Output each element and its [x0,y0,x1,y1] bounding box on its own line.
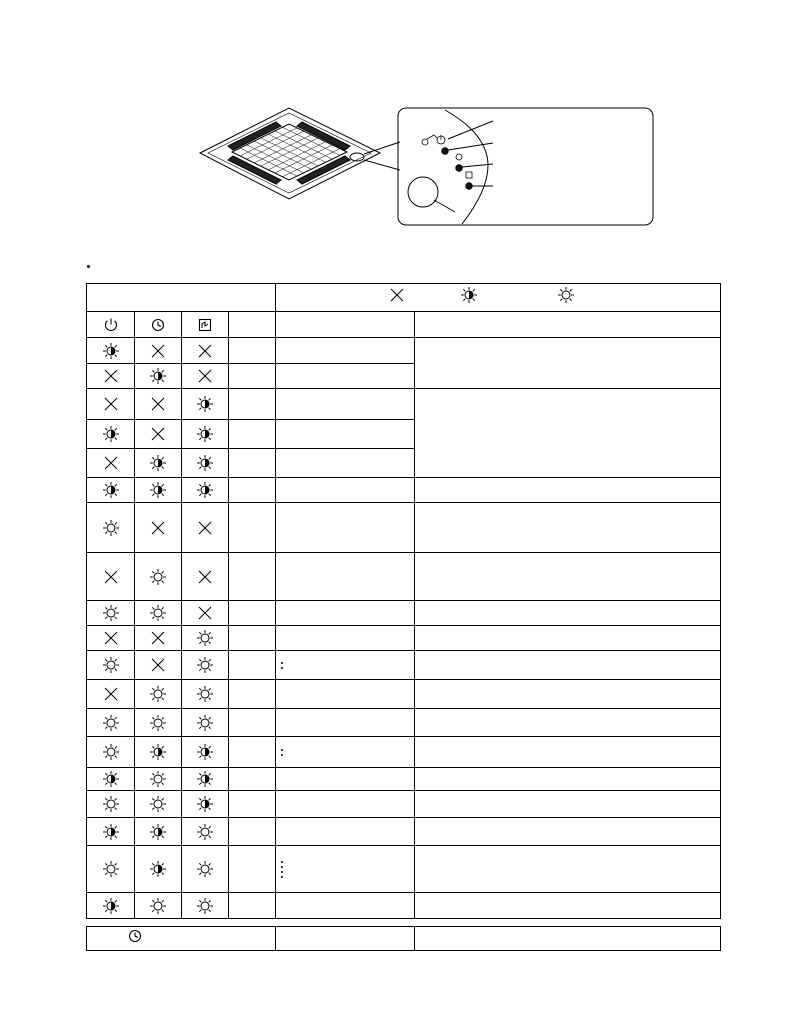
indicator-cell [182,818,229,846]
flashing-icon [101,769,121,789]
table-row [87,651,721,680]
blank-cell [229,818,276,846]
remedy-cell [415,768,721,791]
blank-cell [229,768,276,791]
indicator-panel-callout [398,108,653,225]
on-icon [195,713,215,733]
blank-cell [229,553,276,601]
off-icon [148,341,168,361]
on-icon [101,655,121,675]
description-cell [276,651,415,680]
on-icon [101,518,121,538]
indicator-cell [135,478,182,503]
on-icon [101,859,121,879]
indicator-cell [182,338,229,364]
table-row [87,737,721,768]
power-icon [102,316,120,334]
off-icon [195,518,215,538]
description-cell [276,420,415,449]
indicator-cell [182,601,229,626]
indicator-cell [135,791,182,818]
table-row [87,818,721,846]
remedy-cell [415,503,721,553]
flashing-icon [101,822,121,842]
bullet-dot [281,876,283,878]
bullet-dot [281,861,283,863]
indicator-cell [182,420,229,449]
flashing-icon [101,424,121,444]
blank-cell [229,893,276,919]
description-cell [276,791,415,818]
table-row [87,503,721,553]
bullet-dot [281,754,283,756]
off-icon [101,567,121,587]
table-row [87,846,721,893]
indicator-cell [87,818,135,846]
indicator-cell [87,626,135,651]
indicator-cell [182,626,229,651]
description-cell [276,680,415,709]
blank-cell [229,601,276,626]
blank-cell [229,709,276,737]
blank-cell [229,651,276,680]
table-row [87,791,721,818]
description-cell [276,338,415,364]
description-cell [276,737,415,768]
indicator-cell [182,503,229,553]
on-icon [101,603,121,623]
indicator-cell [182,651,229,680]
indicator-cell [182,846,229,893]
indicator-cell [87,553,135,601]
off-icon [148,424,168,444]
remedy-cell [415,791,721,818]
indicator-cell [87,503,135,553]
flashing-icon [148,453,168,473]
footer-blank-cell [276,927,415,951]
indicator-cell [87,601,135,626]
indicator-cell [87,768,135,791]
description-cell [276,478,415,503]
header-timer-cell [135,312,182,338]
table-row [87,338,721,364]
bullet-dot [281,871,283,873]
on-icon [195,628,215,648]
indicator-cell [182,364,229,389]
on-icon [195,684,215,704]
flashing-icon [195,424,215,444]
flashing-icon [101,896,121,916]
remedy-cell [415,553,721,601]
unit-illustration [0,0,801,260]
indicator-cell [135,680,182,709]
indicator-cell [135,737,182,768]
on-icon [195,859,215,879]
indicator-cell [87,478,135,503]
blank-cell [229,791,276,818]
description-cell [276,768,415,791]
indicator-cell [182,553,229,601]
legend-cell [276,284,721,312]
indicator-cell [135,503,182,553]
legend-row [87,284,721,312]
off-icon [391,289,403,301]
indicator-cell [87,364,135,389]
on-icon [101,742,121,762]
indicator-cell [87,389,135,420]
on-icon [148,684,168,704]
off-icon [148,655,168,675]
blank-cell [229,389,276,420]
header-blank-cell [229,312,276,338]
icon-header-row [87,312,721,338]
indicator-cell [135,338,182,364]
remedy-cell [415,846,721,893]
indicator-cell [135,626,182,651]
indicator-cell [135,893,182,919]
legend-icons [278,284,718,306]
flashing-icon [195,794,215,814]
indicator-cell [182,680,229,709]
flashing-icon [195,769,215,789]
table-row [87,709,721,737]
table-row [87,626,721,651]
flashing-icon [195,453,215,473]
blank-cell [229,338,276,364]
blank-cell [229,680,276,709]
indicator-cell [182,737,229,768]
description-cell [276,503,415,553]
off-icon [148,518,168,538]
indicator-cell [87,651,135,680]
header-filter-cell [182,312,229,338]
filter-icon [196,316,214,334]
on-icon [195,822,215,842]
remedy-cell [415,737,721,768]
off-icon [195,341,215,361]
remedy-cell [415,478,721,503]
description-cell [276,626,415,651]
indicator-cell [87,709,135,737]
indicator-cell [135,709,182,737]
header-blank-cell [415,312,721,338]
off-icon [195,567,215,587]
blank-cell [229,364,276,389]
table-row [87,389,721,420]
blank-cell [229,737,276,768]
table-row [87,680,721,709]
indicator-cell [182,768,229,791]
description-cell [276,846,415,893]
header-blank-cell [276,312,415,338]
flashing-icon [195,480,215,500]
flashing-icon [461,287,477,303]
off-icon [148,628,168,648]
indicator-cell [135,651,182,680]
on-icon [148,794,168,814]
description-cell [276,709,415,737]
footer-timer-cell [87,927,276,951]
bullet-dot [281,662,283,664]
footer-table [86,926,721,951]
off-icon [101,684,121,704]
indicator-cell [135,553,182,601]
on-icon [558,287,574,303]
indicator-cell [87,846,135,893]
on-icon [148,896,168,916]
indicator-cell [135,389,182,420]
on-icon [195,896,215,916]
on-icon [148,567,168,587]
on-icon [148,713,168,733]
flashing-icon [148,366,168,386]
footer-blank-cell [415,927,721,951]
indicator-cell [182,478,229,503]
remedy-cell [415,626,721,651]
off-icon [101,366,121,386]
description-cell [276,893,415,919]
blank-cell [229,503,276,553]
off-icon [195,366,215,386]
flashing-icon [195,742,215,762]
bullet-dot [281,866,283,868]
indicator-cell [135,449,182,478]
indicator-cell [87,420,135,449]
legend-left-cell [87,284,276,312]
off-icon [148,394,168,414]
bullet-dot [281,667,283,669]
indicator-cell [87,791,135,818]
table-row [87,893,721,919]
remedy-cell [415,651,721,680]
flashing-icon [148,742,168,762]
remedy-cell [415,818,721,846]
off-icon [101,394,121,414]
description-cell [276,818,415,846]
remedy-cell [415,389,721,478]
indicator-cell [182,791,229,818]
indicator-cell [182,709,229,737]
indicator-cell [135,818,182,846]
flashing-icon [148,859,168,879]
table-row [87,601,721,626]
off-icon [101,453,121,473]
table-row [87,553,721,601]
blank-cell [229,420,276,449]
description-cell [276,364,415,389]
remedy-cell [415,709,721,737]
off-icon [101,628,121,648]
indicator-cell [182,893,229,919]
header-power-cell [87,312,135,338]
timer-icon [149,316,167,334]
description-cell [276,389,415,420]
indicator-status-table [86,283,721,919]
description-cell [276,449,415,478]
timer-icon [127,928,143,944]
on-icon [148,769,168,789]
description-cell [276,553,415,601]
description-cell [276,601,415,626]
off-icon [195,603,215,623]
blank-cell [229,626,276,651]
indicator-cell [182,389,229,420]
table-row [87,768,721,791]
blank-cell [229,478,276,503]
indicator-cell [135,420,182,449]
blank-cell [229,846,276,893]
indicator-cell [87,737,135,768]
indicator-cell [135,768,182,791]
indicator-cell [135,846,182,893]
flashing-icon [101,480,121,500]
indicator-cell [182,449,229,478]
indicator-cell [135,601,182,626]
on-icon [101,713,121,733]
receiver-window [408,177,438,207]
flashing-icon [148,480,168,500]
indicator-cell [135,364,182,389]
indicator-cell [87,893,135,919]
flashing-icon [101,341,121,361]
indicator-cell [87,338,135,364]
indicator-cell [87,680,135,709]
flashing-icon [148,822,168,842]
blank-cell [229,449,276,478]
bullet-point [87,265,90,268]
on-icon [195,655,215,675]
flashing-icon [195,394,215,414]
on-icon [101,794,121,814]
on-icon [148,603,168,623]
remedy-cell [415,680,721,709]
bullet-dot [281,749,283,751]
table-row [87,478,721,503]
remedy-cell [415,601,721,626]
indicator-cell [87,449,135,478]
remedy-cell [415,338,721,389]
remedy-cell [415,893,721,919]
